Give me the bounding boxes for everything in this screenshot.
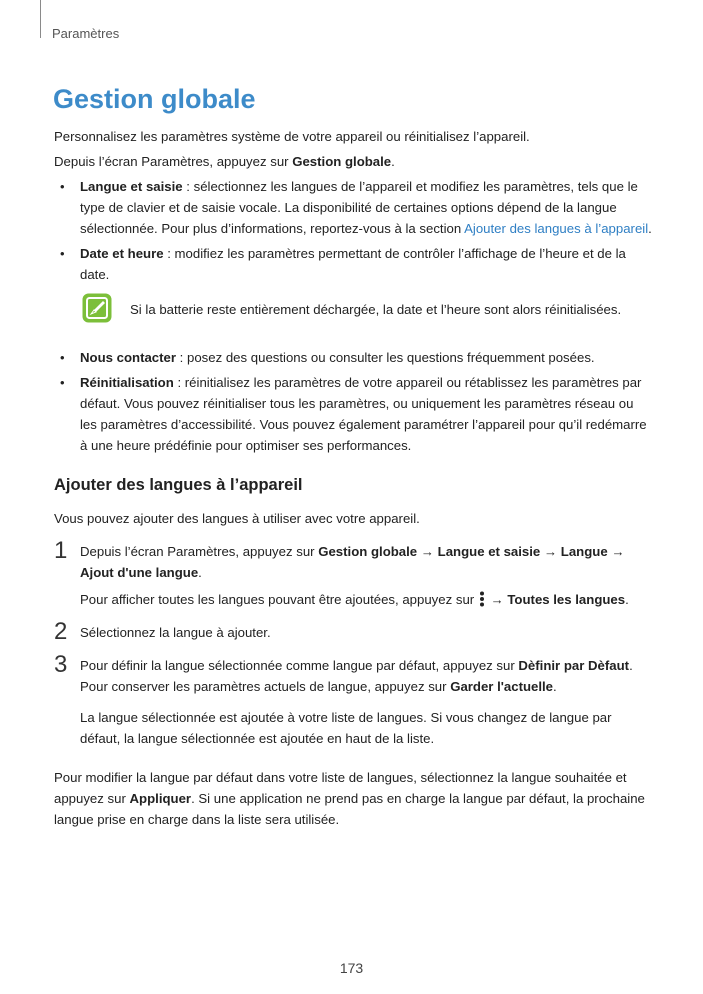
bullet-dot: • <box>60 350 65 365</box>
step-number: 2 <box>54 618 68 645</box>
bullet-label: Réinitialisation <box>80 375 174 390</box>
bullet-label: Date et heure <box>80 246 164 261</box>
step-3 <box>54 651 652 697</box>
intro-menu-name: Gestion globale <box>292 154 392 169</box>
subsection-intro: Vous pouvez ajouter des langues à utiliser avec votre appareil. <box>54 511 420 526</box>
page-content <box>54 126 652 830</box>
list-item-date-et-heure <box>54 243 652 285</box>
list-item-reinitialisation <box>54 372 652 456</box>
page-number: 173 <box>339 960 364 976</box>
bullet-text: : sélectionnez les langues de l’appareil et modifiez les paramètres, tels que le type de clavier et de saisie vocale. La disponibilité de certaines options dépend de la langue sélectionnée. Pour plus d’informations, reportez-vous à la section <box>80 179 638 236</box>
closing-paragraph: Pour modifier la langue par défaut dans votre liste de langues, sélectionnez la langue souhaitée et appuyez sur Appliquer. Si une application ne prend pas en charge la langue par défaut, la prochaine langue prise en charge dans la liste sera utilisée. <box>54 770 645 827</box>
bullet-text: : modifiez les paramètres permettant de contrôler l’affichage de l’heure et de la date. <box>80 246 626 282</box>
step-text: Depuis l’écran Paramètres, appuyez sur Gestion globale → Langue et saisie → Langue → Ajout d'une langue. <box>80 544 625 580</box>
list-item-langue-et-saisie: • Langue et saisie : sélectionnez les langues de l’appareil et modifiez les paramètres, tels que le type de clavier et de saisie vocale. La disponibilité de certaines options dépend de la langue sélectionnée. Pour plus d’informations, reportez-vous à la section Ajouter des langues à l’appareil. <box>54 176 652 239</box>
bullet-text: : posez des questions ou consulter les questions fréquemment posées. <box>176 350 595 365</box>
section-link[interactable]: Ajouter des langues à l’appareil <box>464 221 649 236</box>
bullet-text: : réinitialisez les paramètres de votre appareil ou rétablissez les paramètres par défaut. Vous pouvez réinitialiser tous les paramètres, ou uniquement les paramètres réseau ou les paramètres d’accessibilité. Vous pouvez également paramétrer l’appareil pour qu’il redémarre à une heure prédéfinie pour optimiser ses performances. <box>80 375 647 453</box>
step-result-text: La langue sélectionnée est ajoutée à votre liste de langues. Si vous changez de langue par défaut, la langue sélectionnée est ajoutée en haut de la liste. <box>80 710 612 746</box>
note-text: Si la batterie reste entièrement déchargée, la date et l’heure sont alors réinitialisées. <box>130 302 622 317</box>
page-title: Gestion globale <box>53 84 256 114</box>
list-item-nous-contacter <box>54 347 652 368</box>
step-text: Sélectionnez la langue à ajouter. <box>80 625 271 640</box>
intro-line-2: Depuis l’écran Paramètres, appuyez sur Gestion globale. <box>54 154 395 169</box>
bullet-label: Langue et saisie <box>80 179 183 194</box>
pencil-note-icon <box>82 293 112 323</box>
header-section-label: Paramètres <box>52 26 120 41</box>
subsection-heading: Ajouter des langues à l’appareil <box>54 476 303 494</box>
step-1 <box>54 537 652 610</box>
step-number: 1 <box>54 537 68 564</box>
bullet-label: Nous contacter <box>80 350 176 365</box>
step-2 <box>54 618 652 645</box>
more-options-icon <box>479 591 485 607</box>
options-list-b <box>54 347 652 456</box>
options-list-a <box>54 176 652 285</box>
note-box <box>54 289 652 341</box>
bullet-dot: • <box>60 179 65 194</box>
step-number: 3 <box>54 651 68 678</box>
step-text: Pour définir la langue sélectionnée comme langue par défaut, appuyez sur Dèfinir par Dèfaut. Pour conserver les paramètres actuels de langue, appuyez sur Garder l'actuelle. <box>80 658 633 694</box>
bullet-dot: • <box>60 375 65 390</box>
step-subtext: Pour afficher toutes les langues pouvant être ajoutées, appuyez sur → Toutes les langues. <box>80 592 629 607</box>
header-rule <box>40 0 41 38</box>
bullet-dot: • <box>60 246 65 261</box>
intro-line-1: Personnalisez les paramètres système de votre appareil ou réinitialisez l’appareil. <box>54 129 530 144</box>
